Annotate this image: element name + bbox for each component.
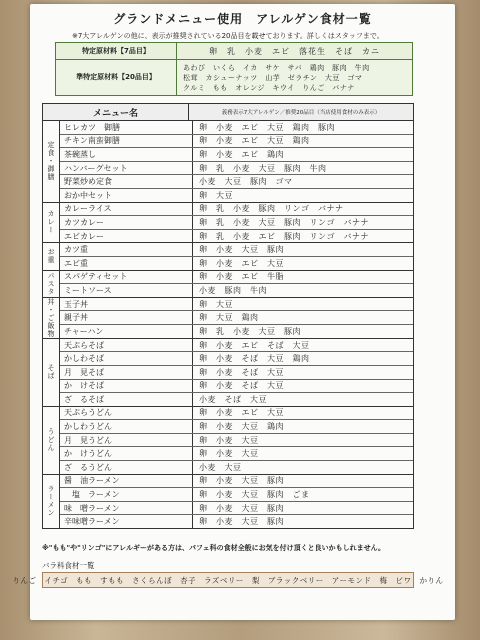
menu-item-allergens: 卵 小麦 そば 大豆 [199,367,284,377]
menu-item-name: カツカレー [60,216,193,229]
menu-groups [42,121,414,529]
semi-allergen-row [56,60,412,95]
table-row [60,230,413,243]
menu-item-name: 月 見そば [60,366,193,379]
menu-item-name: エビカレー [60,230,193,243]
menu-group-rows [60,407,413,474]
menu-item-allergens: 卵 乳 小麦 大豆 豚肉 リンゴ バナナ [199,217,369,227]
rose-family-title: バラ科食材一覧 [42,561,95,570]
table-row [60,339,413,353]
menu-item-name: 天ぷらうどん [60,407,193,420]
menu-item-allergens: 卵 小麦 エビ 大豆 鶏肉 [199,136,310,146]
menu-item-allergens: 卵 大豆 [199,190,233,200]
table-row [60,148,413,162]
rose-family-list: りんご イチゴ もも すもも さくらんぼ 杏子 ラズベリー 梨 ブラックベリー アーモンド 梅 ビワ かりん [42,572,414,588]
menu-item-allergens: 卵 乳 小麦 大豆 豚肉 [199,326,301,336]
table-row [60,393,413,406]
menu-item-name: ざ るうどん [60,461,193,474]
menu-item-name: チキン南蛮御膳 [60,135,193,148]
menu-item-name: チャーハン [60,325,193,338]
menu-group-rows [60,298,413,338]
menu-item-name: 辛味噌ラーメン [60,515,193,528]
menu-group-rows [60,121,413,202]
menu-allergen-table [42,103,414,529]
table-row [60,243,413,257]
menu-group-rows [60,243,413,269]
menu-category-label: ラーメン [43,475,60,528]
table-row [60,298,413,312]
table-row [60,352,413,366]
table-row [60,203,413,217]
menu-name-header: メニュー名 [43,104,189,120]
menu-item-name: かしわうどん [60,420,193,433]
menu-item-name: 醤 油ラーメン [60,475,193,488]
table-row [60,420,413,434]
menu-item-allergens: 卵 小麦 そば 大豆 鶏肉 [199,354,310,364]
table-row [60,135,413,149]
menu-item-allergens: 卵 小麦 エビ 大豆 [199,258,284,268]
table-row [60,366,413,380]
menu-group [42,407,414,475]
menu-category-label: そば [43,339,60,406]
table-row [60,121,413,135]
table-row [60,216,413,230]
table-row [60,162,413,176]
menu-item-allergens: 卵 小麦 エビ 鶏肉 [199,149,284,159]
table-row [60,189,413,202]
menu-item-name: 味 噌ラーメン [60,502,193,515]
menu-group [42,339,414,407]
menu-item-name: か けうどん [60,447,193,460]
table-row [60,380,413,394]
menu-category-label: カレー [43,203,60,243]
menu-item-name: ハンバーグセット [60,162,193,175]
menu-item-allergens: 卵 大豆 [199,299,233,309]
menu-item-name: ミートソース [60,284,193,297]
menu-item-allergens: 小麦 そば 大豆 [199,394,267,404]
table-row [60,257,413,270]
menu-item-allergens: 卵 小麦 エビ 牛脂 [199,272,284,282]
menu-item-allergens: 卵 小麦 大豆 豚肉 [199,503,284,513]
menu-item-name: か けそば [60,380,193,393]
menu-item-name: カツ重 [60,243,193,256]
specific-allergen-row [56,43,412,60]
specific-allergen-label: 特定原材料【7品目】 [56,43,177,59]
menu-group-rows [60,475,413,528]
menu-item-allergens: 小麦 大豆 豚肉 ゴマ [199,177,293,187]
menu-category-label: 丼・ご飯物 [43,298,60,338]
table-row [60,515,413,528]
table-row [60,325,413,338]
menu-item-allergens: 卵 小麦 そば 大豆 [199,381,284,391]
menu-item-allergens: 卵 乳 小麦 エビ 豚肉 リンゴ バナナ [199,231,369,241]
semi-allergen-items [177,60,412,95]
table-row [60,284,413,297]
menu-category-label: うどん [43,407,60,474]
menu-group [42,203,414,244]
menu-item-name: ヒレカツ 御膳 [60,121,193,134]
table-row [60,434,413,448]
semi-allergen-label: 準特定原材料【20品目】 [56,60,177,95]
menu-item-name: スパゲティセット [60,271,193,284]
intro-note: ※7大アレルゲンの他に、表示が推奨されている20品目を載せております。詳しくはスタッフまで。 [72,32,384,40]
menu-item-name: 玉子丼 [60,298,193,311]
menu-item-name: 茶碗蒸し [60,148,193,161]
menu-item-name: 野菜炒め定食 [60,175,193,188]
menu-item-allergens: 卵 小麦 エビ そば 大豆 [199,340,310,350]
menu-item-name: 天ぷらそば [60,339,193,352]
allergen-column-header: 義務表示7大アレルゲン／推奨20品目（当店使用食材のみ表示） [221,110,381,116]
menu-item-name: エビ重 [60,257,193,270]
table-row [60,271,413,285]
menu-item-allergens: 卵 乳 小麦 豚肉 リンゴ バナナ [199,204,344,214]
menu-group [42,271,414,298]
menu-item-name: ざ るそば [60,393,193,406]
table-row [60,311,413,325]
menu-group-rows [60,271,413,297]
semi-allergen-line: あわび いくら イカ サケ サバ 鶏肉 豚肉 牛肉 [183,63,370,72]
menu-item-allergens: 卵 小麦 エビ 大豆 鶏肉 豚肉 [199,122,335,132]
semi-allergen-line: クルミ もも オレンジ キウイ りんご バナナ [183,83,355,92]
menu-item-allergens: 卵 小麦 大豆 豚肉 ごま [199,490,310,500]
table-row [60,175,413,189]
table-row [60,447,413,461]
menu-item-allergens: 卵 小麦 大豆 [199,435,259,445]
menu-table-header [42,103,414,121]
menu-item-name: かしわそば [60,352,193,365]
menu-group [42,475,414,529]
specific-allergen-items: 卵 乳 小麦 エビ 落花生 そば カニ [209,46,380,56]
menu-item-allergens: 卵 乳 小麦 大豆 豚肉 牛肉 [199,163,327,173]
menu-item-name: 月 見うどん [60,434,193,447]
page-title: グランドメニュー使用 アレルゲン食材一覧 [113,12,372,26]
menu-item-allergens: 卵 小麦 大豆 豚肉 [199,476,284,486]
menu-item-name: 塩 ラーメン [60,488,193,501]
menu-category-label: パスタ [43,271,60,297]
menu-item-allergens: 卵 小麦 大豆 [199,449,259,459]
menu-group-rows [60,339,413,406]
menu-item-allergens: 小麦 豚肉 牛肉 [199,285,267,295]
table-row [60,488,413,502]
menu-category-label: お重 [43,243,60,269]
menu-category-label: 定食・御膳 [43,121,60,202]
menu-group [42,121,414,203]
table-row [60,502,413,516]
table-row [60,407,413,421]
menu-item-name: 親子丼 [60,311,193,324]
menu-item-name: カレーライス [60,203,193,216]
menu-item-allergens: 卵 小麦 エビ 大豆 [199,408,284,418]
semi-allergen-line: 松茸 カシューナッツ 山芋 ゼラチン 大豆 ゴマ [183,73,363,82]
rose-family-warning: ※"もも"や"リンゴ"にアレルギーがある方は、パフェ科の食材全般にお気を付け頂くと良いかもしれません。 [42,544,386,552]
menu-group [42,243,414,270]
menu-item-allergens: 卵 小麦 大豆 鶏肉 [199,422,284,432]
menu-item-allergens: 卵 小麦 大豆 豚肉 [199,245,284,255]
table-row [60,475,413,489]
menu-item-allergens: 卵 大豆 鶏肉 [199,313,259,323]
menu-group [42,298,414,339]
menu-group-rows [60,203,413,243]
menu-item-name: おか中セット [60,189,193,202]
menu-item-allergens: 小麦 大豆 [199,462,242,472]
allergen-reference-box [55,42,413,96]
menu-item-allergens: 卵 小麦 大豆 豚肉 [199,517,284,527]
table-row [60,461,413,474]
